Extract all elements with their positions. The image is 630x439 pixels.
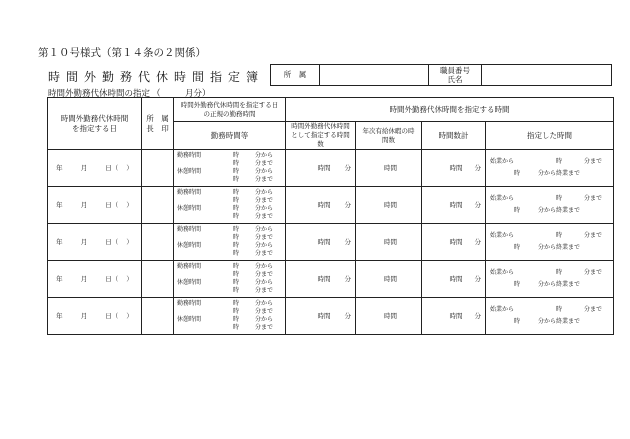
total-hour: 時間 xyxy=(449,201,463,209)
date-weekday-close: ） xyxy=(126,164,133,172)
rest-hour-1: 時 xyxy=(232,242,239,249)
total-hour: 時間 xyxy=(449,238,463,246)
num-min: 分 xyxy=(344,164,351,172)
spec-hour-2: 時 xyxy=(514,318,521,325)
work-from-1: 分から xyxy=(254,300,273,307)
specified-time-cell[interactable] xyxy=(486,187,614,224)
spec-end: 分から終業まで xyxy=(538,170,581,177)
date-month: 月 xyxy=(80,164,88,172)
spec-start: 始業から xyxy=(490,269,515,276)
date-cell[interactable] xyxy=(48,261,142,298)
date-weekday-close: ） xyxy=(126,312,133,320)
date-year: 年 xyxy=(56,312,63,320)
rest-until-1: 分まで xyxy=(254,324,273,331)
total-hour: 時間 xyxy=(449,164,463,172)
work-from-1: 分から xyxy=(254,226,273,233)
table-row xyxy=(48,224,614,261)
rest-label: 休憩時間 xyxy=(177,205,202,212)
staff-info-table xyxy=(270,64,612,86)
total-min: 分 xyxy=(474,164,481,172)
work-hours-cell[interactable] xyxy=(174,261,286,298)
header-work-hours: 勤務時間等 xyxy=(174,122,286,150)
date-cell[interactable] xyxy=(48,224,142,261)
rest-label: 休憩時間 xyxy=(177,279,202,286)
work-hours-cell[interactable] xyxy=(174,298,286,335)
seal-cell[interactable] xyxy=(142,150,174,187)
work-hours-cell[interactable] xyxy=(174,187,286,224)
work-until-1: 分まで xyxy=(254,234,273,241)
num-hour: 時間 xyxy=(317,164,331,172)
date-cell[interactable] xyxy=(48,298,142,335)
rest-from-1: 分から xyxy=(254,242,273,249)
header-seal-bottom: 長 印 xyxy=(146,123,169,133)
total-min: 分 xyxy=(474,238,481,246)
total-cell[interactable] xyxy=(422,224,486,261)
work-hour-1: 時 xyxy=(232,189,239,196)
date-year: 年 xyxy=(56,201,63,209)
rest-hour-1: 時 xyxy=(232,316,239,323)
date-cell[interactable] xyxy=(48,150,142,187)
specified-time-cell[interactable] xyxy=(486,298,614,335)
work-label: 勤務時間 xyxy=(177,189,202,196)
spec-until: 分まで xyxy=(583,269,602,276)
header-seal-top: 所 属 xyxy=(146,113,169,123)
total-cell[interactable] xyxy=(422,261,486,298)
date-day: 日（ xyxy=(105,201,119,209)
header-seal xyxy=(142,98,174,150)
date-month: 月 xyxy=(80,275,88,283)
rest-hour-2: 時 xyxy=(232,287,239,294)
work-hour-1: 時 xyxy=(232,226,239,233)
work-until-1: 分まで xyxy=(254,197,273,204)
subtitle-paren: （ xyxy=(152,89,161,99)
seal-cell[interactable] xyxy=(142,261,174,298)
date-month: 月 xyxy=(80,312,88,320)
work-from-1: 分から xyxy=(254,189,273,196)
date-year: 年 xyxy=(56,238,63,246)
date-day: 日（ xyxy=(105,312,119,320)
num-hour: 時間 xyxy=(317,312,331,320)
header-total: 時間数計 xyxy=(422,122,486,150)
spec-until: 分まで xyxy=(583,158,602,165)
rest-hour-2: 時 xyxy=(232,250,239,257)
total-cell[interactable] xyxy=(422,150,486,187)
rest-hour-2: 時 xyxy=(232,324,239,331)
work-until-1: 分まで xyxy=(254,271,273,278)
work-hour-2: 時 xyxy=(232,197,239,204)
rest-until-1: 分まで xyxy=(254,213,273,220)
header-normal-hours: 時間外勤務代休時間を指定する日の正規の勤務時間 xyxy=(174,98,286,122)
work-until-1: 分まで xyxy=(254,160,273,167)
date-month: 月 xyxy=(80,201,88,209)
leave-hour: 時間 xyxy=(384,164,397,172)
spec-until: 分まで xyxy=(583,195,602,202)
spec-end: 分から終業まで xyxy=(538,318,581,325)
specified-time-cell[interactable] xyxy=(486,150,614,187)
date-day: 日（ xyxy=(105,164,119,172)
specified-time-cell[interactable] xyxy=(486,261,614,298)
spec-start: 始業から xyxy=(490,306,515,313)
leave-hour: 時間 xyxy=(384,312,397,320)
table-row xyxy=(48,261,614,298)
rest-from-1: 分から xyxy=(254,205,273,212)
date-day: 日（ xyxy=(105,238,119,246)
total-cell[interactable] xyxy=(422,187,486,224)
work-hour-1: 時 xyxy=(232,152,239,159)
spec-start: 始業から xyxy=(490,158,515,165)
num-hour: 時間 xyxy=(317,201,331,209)
date-weekday-close: ） xyxy=(126,275,133,283)
spec-until: 分まで xyxy=(583,306,602,313)
staff-no-label: 職員番号 xyxy=(440,66,470,75)
date-year: 年 xyxy=(56,275,63,283)
num-min: 分 xyxy=(344,238,351,246)
affiliation-label: 所 属 xyxy=(271,65,320,86)
overtime-hours-cell[interactable] xyxy=(286,224,356,261)
work-hour-1: 時 xyxy=(232,300,239,307)
spec-start: 始業から xyxy=(490,232,515,239)
staff-id-label xyxy=(429,65,482,86)
spec-end: 分から終業まで xyxy=(538,244,581,251)
staff-id-field[interactable] xyxy=(482,65,612,86)
spec-hour-1: 時 xyxy=(555,158,562,165)
spec-hour-1: 時 xyxy=(555,306,562,313)
work-hour-2: 時 xyxy=(232,160,239,167)
leave-hour: 時間 xyxy=(384,275,397,283)
paid-leave-cell[interactable] xyxy=(356,298,422,335)
spec-hour-2: 時 xyxy=(514,281,521,288)
rest-hour-1: 時 xyxy=(232,279,239,286)
spec-until: 分まで xyxy=(583,232,602,239)
spec-start: 始業から xyxy=(490,195,515,202)
rest-hour-1: 時 xyxy=(232,168,239,175)
total-cell[interactable] xyxy=(422,298,486,335)
rest-label: 休憩時間 xyxy=(177,242,202,249)
header-designate: 時間外勤務代休時間を指定する時間 xyxy=(286,98,614,122)
total-min: 分 xyxy=(474,275,481,283)
spec-hour-2: 時 xyxy=(514,244,521,251)
seal-cell[interactable] xyxy=(142,298,174,335)
work-hour-2: 時 xyxy=(232,271,239,278)
header-paid-leave: 年次有給休暇の時間数 xyxy=(356,122,422,150)
seal-cell[interactable] xyxy=(142,224,174,261)
total-min: 分 xyxy=(474,312,481,320)
rest-until-1: 分まで xyxy=(254,250,273,257)
spec-hour-2: 時 xyxy=(514,207,521,214)
rest-from-1: 分から xyxy=(254,279,273,286)
work-hour-2: 時 xyxy=(232,234,239,241)
affiliation-field[interactable] xyxy=(320,65,429,86)
work-label: 勤務時間 xyxy=(177,152,202,159)
work-label: 勤務時間 xyxy=(177,263,202,270)
subtitle-month[interactable]: 月分） xyxy=(185,89,211,99)
num-hour: 時間 xyxy=(317,275,331,283)
leave-hour: 時間 xyxy=(384,238,397,246)
header-date: 時間外勤務代休時間を指定する日 xyxy=(48,98,142,150)
designation-table xyxy=(47,97,614,335)
work-hours-cell[interactable] xyxy=(174,150,286,187)
spec-hour-1: 時 xyxy=(555,232,562,239)
overtime-hours-cell[interactable] xyxy=(286,187,356,224)
num-hour: 時間 xyxy=(317,238,331,246)
num-min: 分 xyxy=(344,312,351,320)
spec-hour-1: 時 xyxy=(555,195,562,202)
spec-end: 分から終業まで xyxy=(538,207,581,214)
work-from-1: 分から xyxy=(254,152,273,159)
rest-hour-2: 時 xyxy=(232,176,239,183)
subtitle: 時間外勤務代休時間の指定 xyxy=(48,89,151,99)
header-specified: 指定した時間 xyxy=(486,122,614,150)
paid-leave-cell[interactable] xyxy=(356,150,422,187)
date-year: 年 xyxy=(56,164,63,172)
spec-hour-2: 時 xyxy=(514,170,521,177)
work-hours-cell[interactable] xyxy=(174,224,286,261)
total-hour: 時間 xyxy=(449,312,463,320)
date-cell[interactable] xyxy=(48,187,142,224)
date-weekday-close: ） xyxy=(126,238,133,246)
rest-label: 休憩時間 xyxy=(177,316,202,323)
form-number: 第１０号様式（第１４条の２関係） xyxy=(38,47,206,59)
overtime-hours-cell[interactable] xyxy=(286,298,356,335)
rest-from-1: 分から xyxy=(254,316,273,323)
work-until-1: 分まで xyxy=(254,308,273,315)
table-row xyxy=(48,187,614,224)
date-weekday-close: ） xyxy=(126,201,133,209)
work-from-1: 分から xyxy=(254,263,273,270)
table-row xyxy=(48,298,614,335)
spec-end: 分から終業まで xyxy=(538,281,581,288)
work-hour-1: 時 xyxy=(232,263,239,270)
date-month: 月 xyxy=(80,238,88,246)
rest-until-1: 分まで xyxy=(254,176,273,183)
total-min: 分 xyxy=(474,201,481,209)
date-day: 日（ xyxy=(105,275,119,283)
name-label: 氏名 xyxy=(447,75,463,84)
table-row xyxy=(48,150,614,187)
rest-until-1: 分まで xyxy=(254,287,273,294)
paid-leave-cell[interactable] xyxy=(356,187,422,224)
num-min: 分 xyxy=(344,275,351,283)
rest-hour-2: 時 xyxy=(232,213,239,220)
page-title: 時間外勤務代休時間指定簿 xyxy=(48,70,265,84)
paid-leave-cell[interactable] xyxy=(356,224,422,261)
rest-label: 休憩時間 xyxy=(177,168,202,175)
spec-hour-1: 時 xyxy=(555,269,562,276)
work-hour-2: 時 xyxy=(232,308,239,315)
rest-hour-1: 時 xyxy=(232,205,239,212)
work-label: 勤務時間 xyxy=(177,300,202,307)
overtime-hours-cell[interactable] xyxy=(286,261,356,298)
total-hour: 時間 xyxy=(449,275,463,283)
paid-leave-cell[interactable] xyxy=(356,261,422,298)
overtime-hours-cell[interactable] xyxy=(286,150,356,187)
leave-hour: 時間 xyxy=(384,201,397,209)
num-min: 分 xyxy=(344,201,351,209)
work-label: 勤務時間 xyxy=(177,226,202,233)
specified-time-cell[interactable] xyxy=(486,224,614,261)
seal-cell[interactable] xyxy=(142,187,174,224)
header-overtime-hours: 時間外勤務代休時間として指定する時間数 xyxy=(286,122,356,150)
rest-from-1: 分から xyxy=(254,168,273,175)
